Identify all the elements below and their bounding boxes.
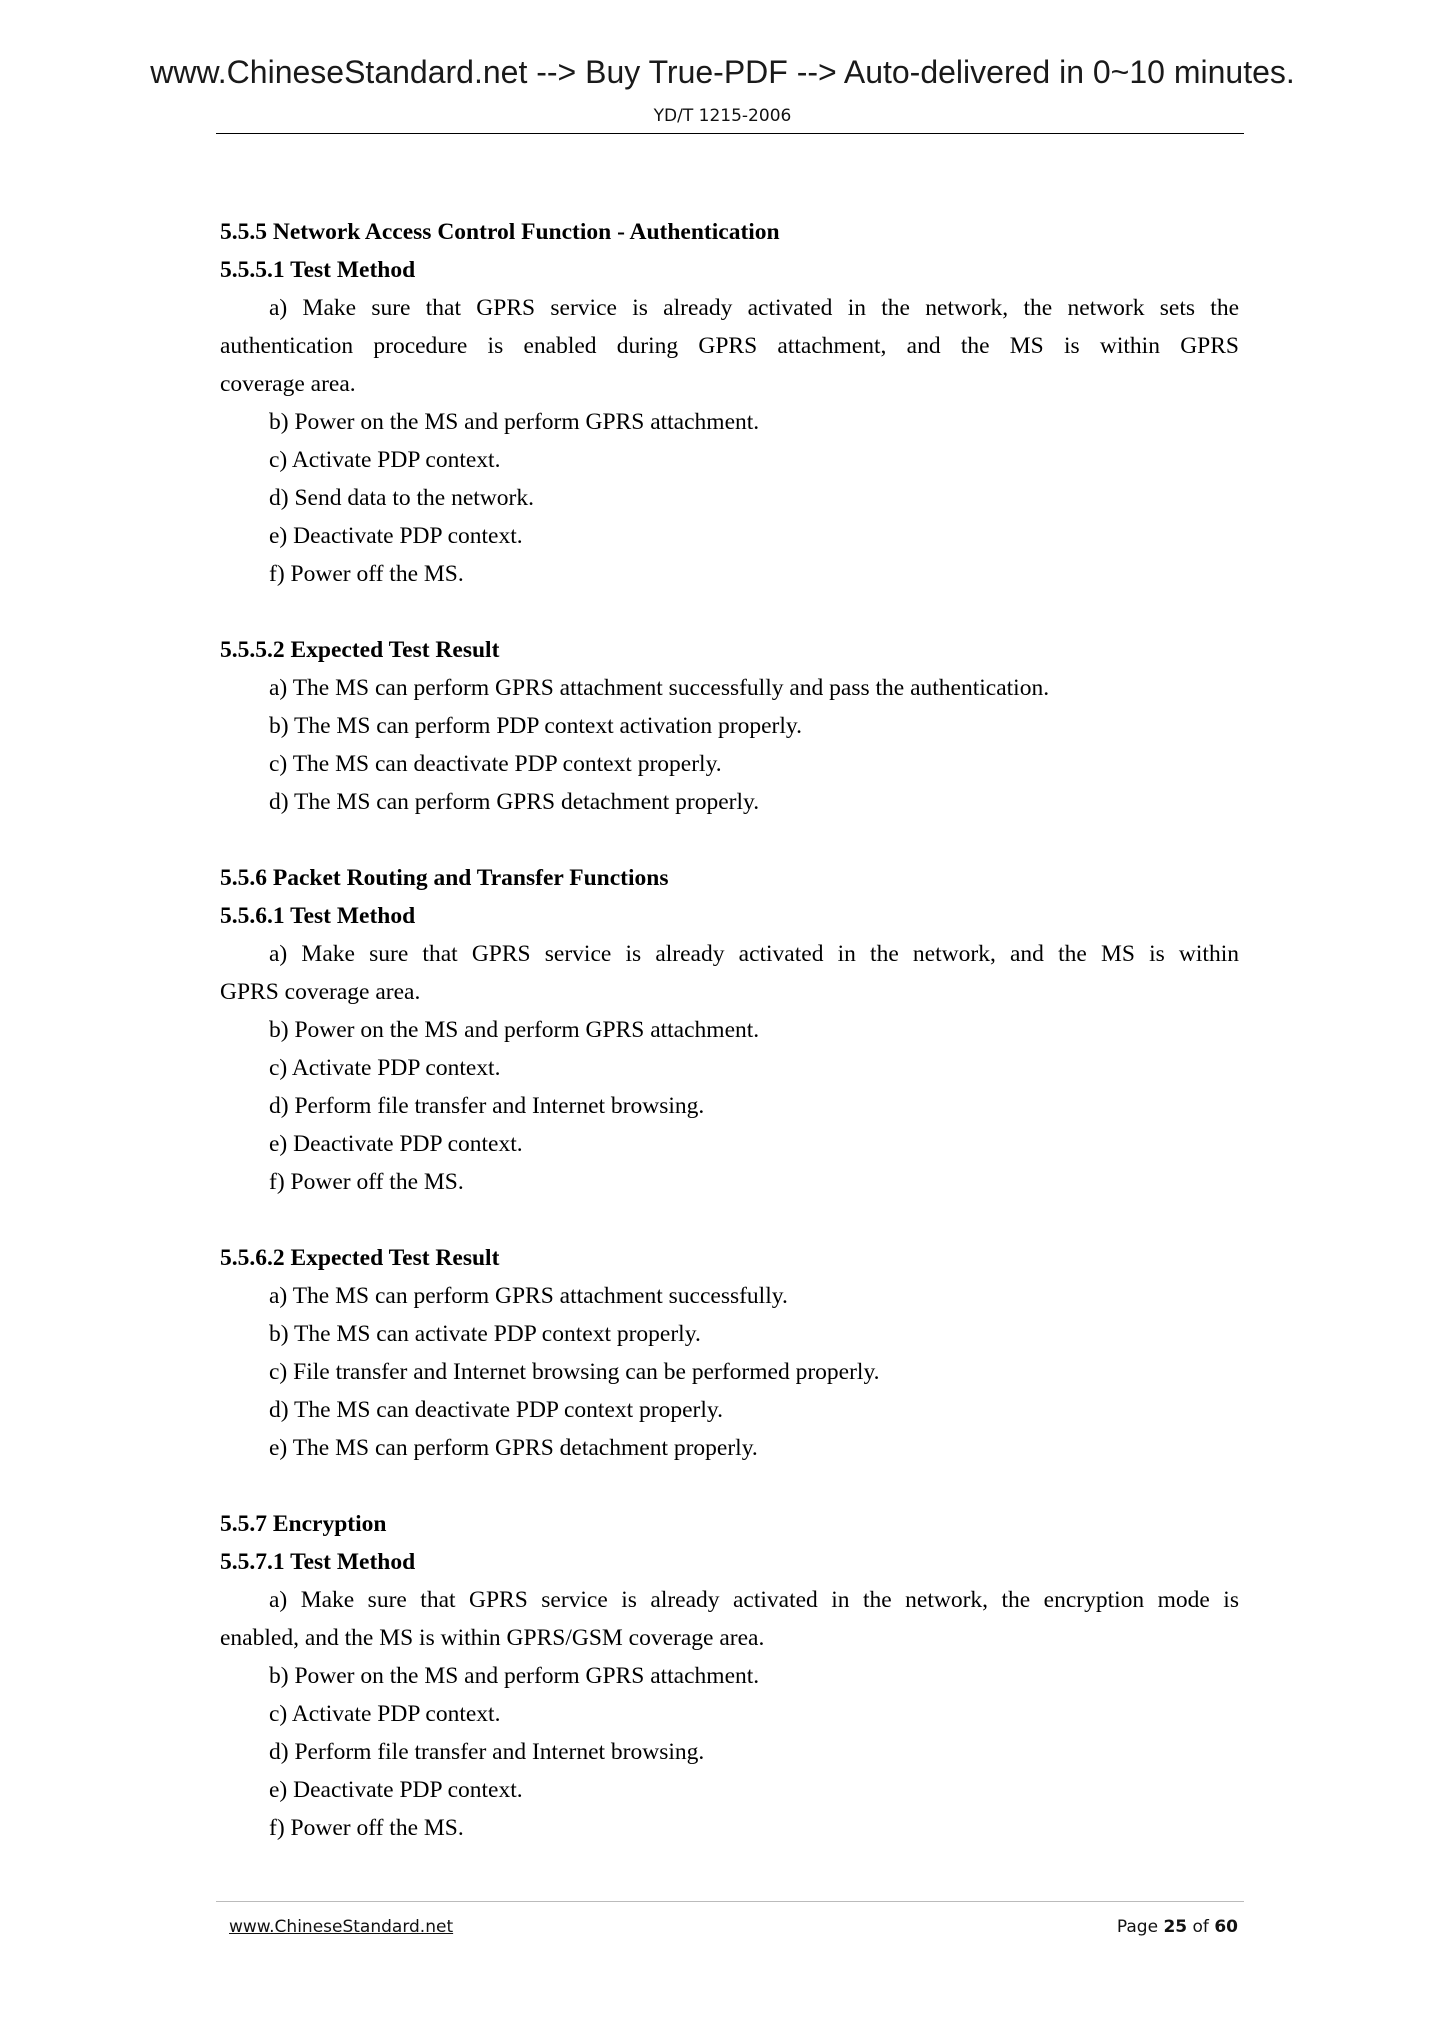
header-divider	[216, 133, 1244, 134]
paragraph-line: a) Make sure that GPRS service is already activated in the network, the encryption mode is	[269, 1587, 1239, 1613]
spacer	[220, 1201, 1239, 1239]
list-item: d) Perform file transfer and Internet browsing.	[269, 1093, 705, 1119]
list-item: e) Deactivate PDP context.	[269, 1777, 523, 1803]
paragraph-line: GPRS coverage area.	[220, 979, 421, 1005]
section-heading: 5.5.7 Encryption	[220, 1511, 387, 1537]
list-item: c) Activate PDP context.	[269, 447, 501, 473]
list-item: e) Deactivate PDP context.	[269, 523, 523, 549]
page-number	[1117, 1917, 1238, 1937]
list-item: c) File transfer and Internet browsing can be performed properly.	[269, 1359, 880, 1385]
list-item: c) The MS can deactivate PDP context properly.	[269, 751, 722, 777]
spacer	[220, 593, 1239, 631]
list-item: e) The MS can perform GPRS detachment properly.	[269, 1435, 758, 1461]
paragraph-line: coverage area.	[220, 371, 356, 397]
list-item: e) Deactivate PDP context.	[269, 1131, 523, 1157]
page-current: 25	[1163, 1917, 1188, 1937]
paragraph-line: a) Make sure that GPRS service is already activated in the network, the network sets the	[269, 295, 1239, 321]
subsection-heading: 5.5.5.2 Expected Test Result	[220, 637, 500, 663]
page-of: of	[1192, 1917, 1209, 1937]
list-item: b) The MS can activate PDP context properly.	[269, 1321, 701, 1347]
list-item: b) Power on the MS and perform GPRS attachment.	[269, 409, 760, 435]
list-item: d) The MS can perform GPRS detachment properly.	[269, 789, 760, 815]
section-heading: 5.5.5 Network Access Control Function - Authentication	[220, 219, 780, 245]
list-item: b) The MS can perform PDP context activation properly.	[269, 713, 802, 739]
list-item: b) Power on the MS and perform GPRS attachment.	[269, 1663, 760, 1689]
list-item: a) The MS can perform GPRS attachment successfully.	[269, 1283, 788, 1309]
list-item: d) The MS can deactivate PDP context properly.	[269, 1397, 723, 1423]
subsection-heading: 5.5.7.1 Test Method	[220, 1549, 416, 1575]
list-item: c) Activate PDP context.	[269, 1055, 501, 1081]
paragraph-line: a) Make sure that GPRS service is already activated in the network, and the MS is within	[269, 941, 1239, 967]
subsection-heading: 5.5.5.1 Test Method	[220, 257, 416, 283]
site-banner: www.ChineseStandard.net --> Buy True-PDF --> Auto-delivered in 0~10 minutes.	[150, 54, 1295, 90]
document-body	[220, 213, 1239, 1847]
spacer	[220, 821, 1239, 859]
subsection-heading: 5.5.6.2 Expected Test Result	[220, 1245, 500, 1271]
document-id: YD/T 1215-2006	[653, 106, 792, 126]
footer-divider	[216, 1901, 1244, 1902]
subsection-heading: 5.5.6.1 Test Method	[220, 903, 416, 929]
section-heading: 5.5.6 Packet Routing and Transfer Functions	[220, 865, 669, 891]
paragraph-line: authentication procedure is enabled during GPRS attachment, and the MS is within GPRS	[220, 333, 1239, 359]
page-label: Page	[1116, 1917, 1159, 1937]
list-item: d) Perform file transfer and Internet browsing.	[269, 1739, 705, 1765]
paragraph-line: enabled, and the MS is within GPRS/GSM coverage area.	[220, 1625, 765, 1651]
footer-link[interactable]: www.ChineseStandard.net	[229, 1917, 454, 1937]
page-total: 60	[1214, 1917, 1238, 1937]
list-item: f) Power off the MS.	[269, 561, 464, 587]
list-item: c) Activate PDP context.	[269, 1701, 501, 1727]
list-item: f) Power off the MS.	[269, 1169, 464, 1195]
list-item: d) Send data to the network.	[269, 485, 534, 511]
list-item: a) The MS can perform GPRS attachment successfully and pass the authentication.	[269, 675, 1050, 701]
spacer	[220, 1467, 1239, 1505]
list-item: b) Power on the MS and perform GPRS attachment.	[269, 1017, 760, 1043]
list-item: f) Power off the MS.	[269, 1815, 464, 1841]
